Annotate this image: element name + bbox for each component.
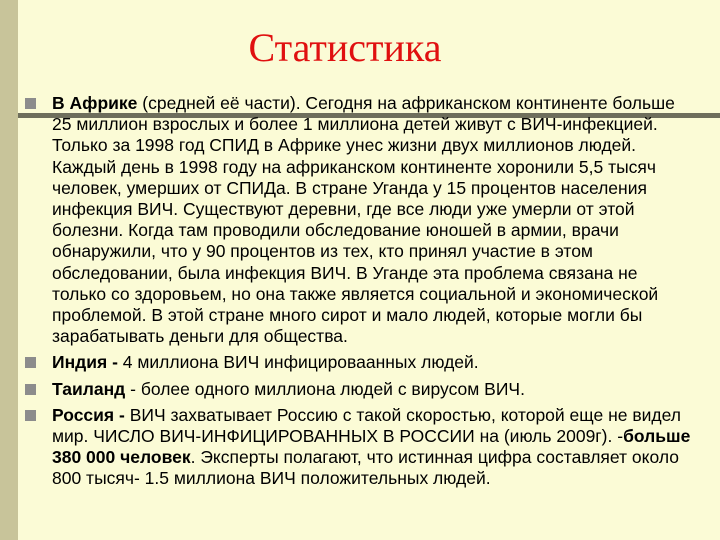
list-item-india bbox=[22, 352, 694, 373]
item-lead: В Африке bbox=[52, 93, 138, 113]
square-bullet-icon bbox=[25, 98, 36, 109]
item-highlight: больше 380 000 человек bbox=[52, 426, 691, 468]
list-item-thailand bbox=[22, 379, 694, 400]
item-lead: Таиланд bbox=[52, 378, 126, 399]
square-bullet-icon bbox=[25, 384, 36, 395]
item-lead: Индия - bbox=[52, 352, 118, 373]
item-text: - более одного миллиона людей с вирусом ВИЧ. bbox=[125, 378, 525, 399]
item-tail: . Эксперты полагают, что истинная цифра составляет около 800 тысяч- 1.5 миллиона ВИЧ положительных людей. bbox=[52, 447, 680, 489]
item-text: 4 миллиона ВИЧ инфицироваанных людей. bbox=[117, 352, 479, 373]
square-bullet-icon bbox=[25, 410, 36, 421]
square-bullet-icon bbox=[25, 357, 36, 368]
item-text: (средней её части). Сегодня на африканском континенте больше 25 миллион взрослых и более 1 миллиона детей живут с ВИЧ-инфекцией. Только за 1998 год СПИД в Африке унес жизни двух миллионов людей. Каждый день в 1998 году на африканском континенте хоронили 5,5 тысяч человек, умерших от СПИДа. В стране Уганда у 15 процентов населения инфекция ВИЧ. Существуют деревни, где все люди уже умерли от этой болезни. Когда там проводили обследование юношей в армии, врачи обнаружили, что у 90 процентов из тех, кто принял участие в этом обследовании, была инфекция ВИЧ. В Уганде эта проблема связана не только со здоровьем, но она также является социальной и экономической проблемой. В этой стране много сирот и мало людей, которые могли бы зарабатывать деньги для общества. bbox=[52, 93, 675, 347]
bullet-list bbox=[22, 93, 694, 495]
item-lead: Россия - bbox=[52, 404, 125, 425]
slide-title: Статистика bbox=[248, 25, 442, 70]
item-text: ВИЧ захватывает Россию с такой скоростью, которой еще не видел мир. ЧИСЛО ВИЧ-ИНФИЦИРОВАННЫХ В РОССИИ на (июль 2009г). - bbox=[52, 404, 681, 447]
list-item-russia bbox=[22, 405, 694, 490]
side-decor-band bbox=[0, 0, 18, 540]
list-item-africa bbox=[22, 93, 694, 347]
